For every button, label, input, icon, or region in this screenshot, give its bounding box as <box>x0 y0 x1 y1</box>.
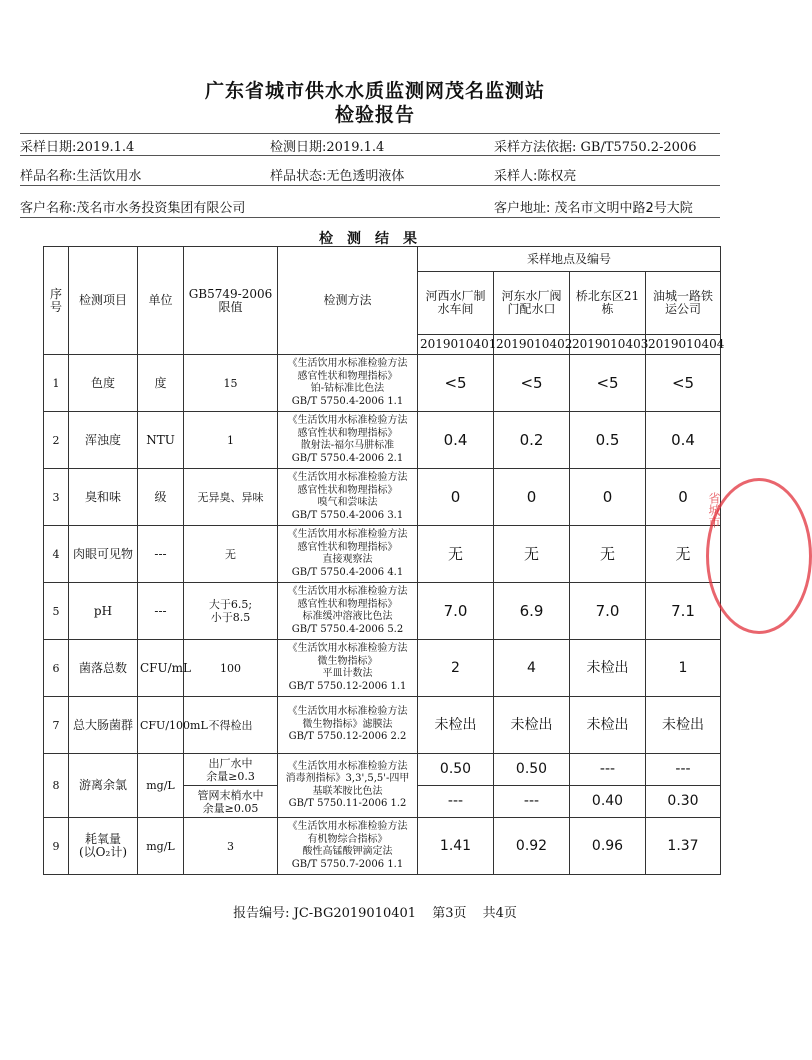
row-value: 未检出 <box>570 697 646 754</box>
row-no: 7 <box>44 697 69 754</box>
row-value: 0.92 <box>494 818 570 875</box>
row-value: 0.5 <box>570 412 646 469</box>
site-code: 2019010403 <box>570 335 646 355</box>
row-no: 6 <box>44 640 69 697</box>
row-value: 0.4 <box>418 412 494 469</box>
row-value: 0.40 <box>570 786 646 818</box>
row-limit: 1 <box>184 412 278 469</box>
row-item: 耗氧量 (以O₂计) <box>69 818 138 875</box>
table-row <box>44 697 721 754</box>
table-row <box>44 754 721 786</box>
row-method: 《生活饮用水标准检验方法 感官性状和物理指标》 嗅气和尝味法 GB/T 5750.4-2006 3.1 <box>278 469 418 526</box>
site-name: 河东水厂阀门配水口 <box>494 272 570 335</box>
row-unit: 度 <box>138 355 184 412</box>
row-value: --- <box>418 786 494 818</box>
row-no: 1 <box>44 355 69 412</box>
sample-state: 样品状态:无色透明液体 <box>270 169 405 184</box>
row-method: 《生活饮用水标准检验方法 消毒剂指标》3,3',5,5'-四甲 基联苯胺比色法 GB/T 5750.11-2006 1.2 <box>278 754 418 818</box>
site-name: 油城一路铁运公司 <box>646 272 721 335</box>
row-limit: 100 <box>184 640 278 697</box>
row-item: pH <box>69 583 138 640</box>
row-value: 0.30 <box>646 786 721 818</box>
results-heading: 检测结果 <box>319 231 431 247</box>
row-value: 0.4 <box>646 412 721 469</box>
row-unit: --- <box>138 583 184 640</box>
row-limit: 15 <box>184 355 278 412</box>
report-subtitle: 检验报告 <box>334 104 415 126</box>
row-value: 未检出 <box>646 697 721 754</box>
row-value: 1.41 <box>418 818 494 875</box>
client-name: 客户名称:茂名市水务投资集团有限公司 <box>20 201 246 216</box>
row-item: 菌落总数 <box>69 640 138 697</box>
row-value: 未检出 <box>494 697 570 754</box>
row-unit: mg/L <box>138 818 184 875</box>
row-value: <5 <box>570 355 646 412</box>
row-limit: 不得检出 <box>184 697 278 754</box>
row-no: 8 <box>44 754 69 818</box>
row-value: 7.0 <box>570 583 646 640</box>
row-value: 7.1 <box>646 583 721 640</box>
row-item: 浑浊度 <box>69 412 138 469</box>
row-unit: --- <box>138 526 184 583</box>
row-value: 未检出 <box>570 640 646 697</box>
row-value: 无 <box>418 526 494 583</box>
table-row <box>44 412 721 469</box>
row-value: 0.2 <box>494 412 570 469</box>
row-unit: 级 <box>138 469 184 526</box>
sampling-method: 采样方法依据: GB/T5750.2-2006 <box>494 140 697 155</box>
row-limit: 无 <box>184 526 278 583</box>
row-method: 《生活饮用水标准检验方法 微生物指标》滤膜法 GB/T 5750.12-2006 2.2 <box>278 697 418 754</box>
row-no: 2 <box>44 412 69 469</box>
site-code: 2019010404 <box>646 335 721 355</box>
report-number: 报告编号: JC-BG2019010401 <box>233 906 417 921</box>
site-code: 2019010402 <box>494 335 570 355</box>
divider <box>20 133 720 134</box>
row-no: 4 <box>44 526 69 583</box>
row-value: 无 <box>646 526 721 583</box>
results-table <box>43 246 725 875</box>
sampler: 采样人:陈权亮 <box>494 169 577 184</box>
row-item: 臭和味 <box>69 469 138 526</box>
row-unit: NTU <box>138 412 184 469</box>
row-value: 0 <box>570 469 646 526</box>
client-address: 客户地址: 茂名市文明中路2号大院 <box>494 201 693 216</box>
header-method: 检测方法 <box>278 247 418 355</box>
page-number: 第3页 <box>432 906 467 921</box>
divider <box>20 185 720 186</box>
row-value: 0.50 <box>494 754 570 786</box>
row-value: <5 <box>418 355 494 412</box>
row-value: --- <box>494 786 570 818</box>
table-row <box>44 818 721 875</box>
testing-date: 检测日期:2019.1.4 <box>270 140 385 155</box>
header-unit: 单位 <box>138 247 184 355</box>
row-method: 《生活饮用水标准检验方法 感官性状和物理指标》 散射法-福尔马肼标准 GB/T 5750.4-2006 2.1 <box>278 412 418 469</box>
row-limit: 出厂水中 余量≥0.3 <box>184 754 278 786</box>
row-method: 《生活饮用水标准检验方法 有机物综合指标》 酸性高锰酸钾滴定法 GB/T 5750.7-2006 1.1 <box>278 818 418 875</box>
report-title: 广东省城市供水水质监测网茂名监测站 <box>204 80 545 102</box>
row-value: 0 <box>646 469 721 526</box>
site-code: 2019010401 <box>418 335 494 355</box>
row-value: 0 <box>494 469 570 526</box>
row-unit: mg/L <box>138 754 184 818</box>
row-value: 1.37 <box>646 818 721 875</box>
row-no: 3 <box>44 469 69 526</box>
sampling-date: 采样日期:2019.1.4 <box>20 140 135 155</box>
row-item: 色度 <box>69 355 138 412</box>
row-item: 肉眼可见物 <box>69 526 138 583</box>
row-value: 无 <box>494 526 570 583</box>
site-name: 河西水厂制水车间 <box>418 272 494 335</box>
divider <box>20 155 720 156</box>
site-name: 桥北东区21栋 <box>570 272 646 335</box>
table-row <box>44 526 721 583</box>
page-total: 共4页 <box>482 906 517 921</box>
row-value: <5 <box>646 355 721 412</box>
report-footer <box>0 902 750 921</box>
row-value: 0.96 <box>570 818 646 875</box>
table-row <box>44 355 721 412</box>
header-item: 检测项目 <box>69 247 138 355</box>
seal-text: 省城市 <box>707 492 721 528</box>
row-value: 0.50 <box>418 754 494 786</box>
row-method: 《生活饮用水标准检验方法 感官性状和物理指标》 直接观察法 GB/T 5750.4-2006 4.1 <box>278 526 418 583</box>
row-value: <5 <box>494 355 570 412</box>
divider <box>20 217 720 218</box>
row-item: 总大肠菌群 <box>69 697 138 754</box>
row-value: 2 <box>418 640 494 697</box>
row-value: 0 <box>418 469 494 526</box>
header-seq: 序号 <box>44 247 69 355</box>
table-row <box>44 640 721 697</box>
row-method: 《生活饮用水标准检验方法 感官性状和物理指标》 标准缓冲溶液比色法 GB/T 5750.4-2006 5.2 <box>278 583 418 640</box>
row-limit: 大于6.5; 小于8.5 <box>184 583 278 640</box>
header-limit: GB5749-2006限值 <box>184 247 278 355</box>
row-item: 游离余氯 <box>69 754 138 818</box>
row-unit: CFU/mL <box>138 640 184 697</box>
row-value: 6.9 <box>494 583 570 640</box>
row-value: 7.0 <box>418 583 494 640</box>
row-limit: 管网末梢水中 余量≥0.05 <box>184 786 278 818</box>
row-limit: 无异臭、异味 <box>184 469 278 526</box>
row-limit: 3 <box>184 818 278 875</box>
row-unit: CFU/100mL <box>138 697 184 754</box>
row-no: 9 <box>44 818 69 875</box>
row-method: 《生活饮用水标准检验方法 微生物指标》 平皿计数法 GB/T 5750.12-2006 1.1 <box>278 640 418 697</box>
table-row <box>44 469 721 526</box>
row-method: 《生活饮用水标准检验方法 感官性状和物理指标》 铂-钴标准比色法 GB/T 5750.4-2006 1.1 <box>278 355 418 412</box>
row-value: 未检出 <box>418 697 494 754</box>
row-value: 无 <box>570 526 646 583</box>
row-value: --- <box>570 754 646 786</box>
row-value: --- <box>646 754 721 786</box>
header-sites: 采样地点及编号 <box>418 247 721 272</box>
row-no: 5 <box>44 583 69 640</box>
row-value: 4 <box>494 640 570 697</box>
sample-name: 样品名称:生活饮用水 <box>20 169 142 184</box>
row-value: 1 <box>646 640 721 697</box>
table-row <box>44 583 721 640</box>
